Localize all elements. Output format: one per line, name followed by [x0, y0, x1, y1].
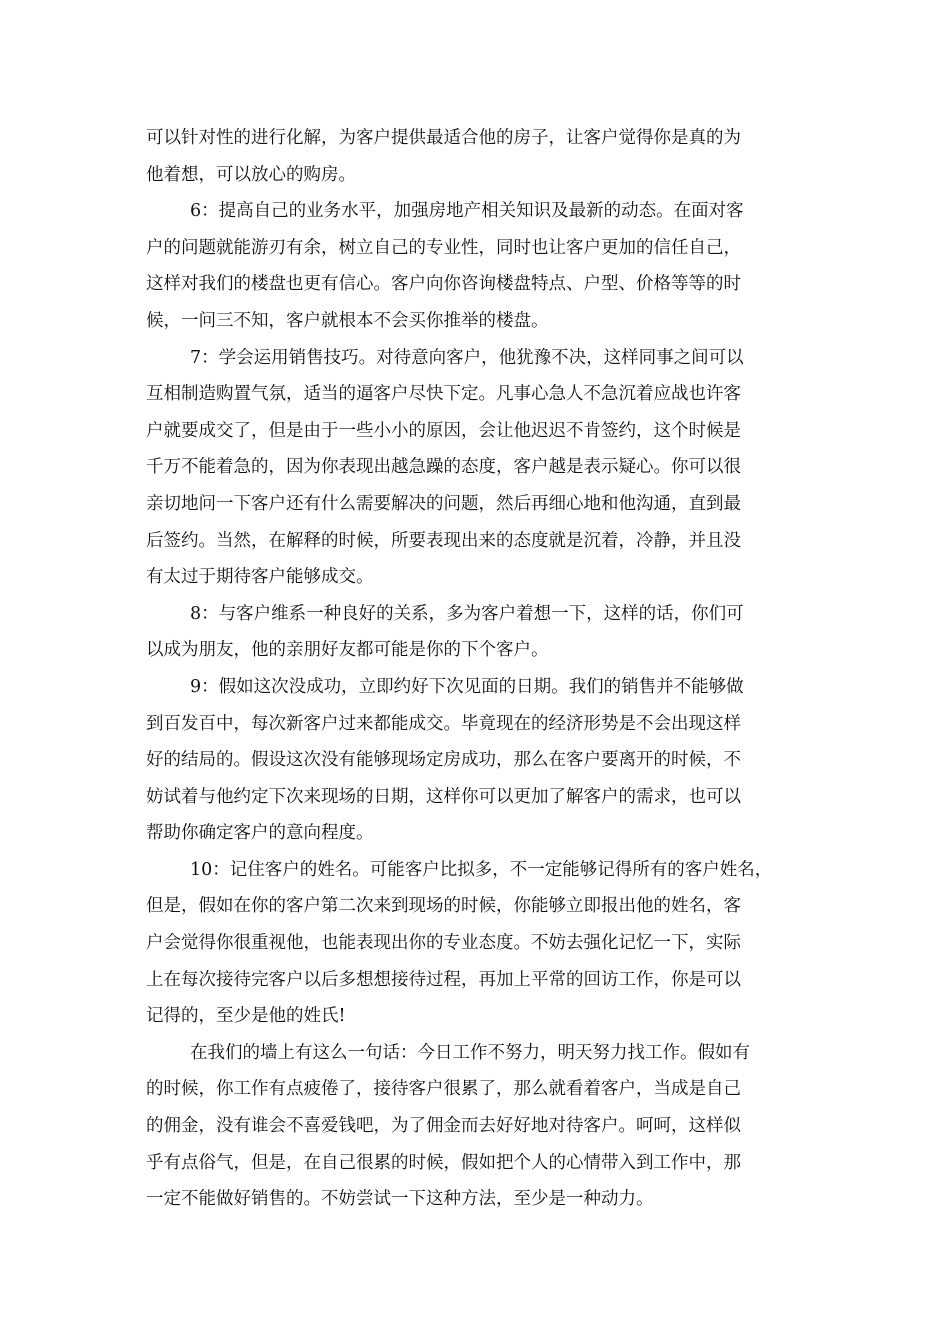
text-line: 以成为朋友，他的亲朋好友都可能是你的下个客户。 [146, 640, 549, 661]
paragraph-first-line: 在我们的墙上有这么一句话：今日工作不努力，明天努力找工作。假如有 [190, 1042, 750, 1063]
text-line: 互相制造购置气氛，适当的逼客户尽快下定。凡事心急人不急沉着应战也许客 [146, 384, 741, 405]
text-line: 上在每次接待完客户以后多想想接待过程，再加上平常的回访工作，你是可以 [146, 969, 741, 990]
text-line: 乎有点俗气，但是，在自己很累的时候，假如把个人的心情带入到工作中，那 [146, 1152, 741, 1173]
text-line: 的佣金，没有谁会不喜爱钱吧，为了佣金而去好好地对待客户。呵呵，这样似 [146, 1116, 741, 1137]
text-line: 的时候，你工作有点疲倦了，接待客户很累了，那么就看着客户，当成是自己 [146, 1079, 741, 1100]
paragraph-first-line: 7：学会运用销售技巧。对待意向客户，他犹豫不决，这样同事之间可以 [190, 347, 744, 368]
text-line: 有太过于期待客户能够成交。 [146, 567, 374, 588]
text-line: 千万不能着急的，因为你表现出越急躁的态度，客户越是表示疑心。你可以很 [146, 457, 741, 478]
text-line: 亲切地问一下客户还有什么需要解决的问题，然后再细心地和他沟通，直到最 [146, 493, 741, 514]
paragraph-first-line: 8：与客户维系一种良好的关系，多为客户着想一下，这样的话，你们可 [190, 603, 744, 624]
text-line: 到百发百中，每次新客户过来都能成交。毕竟现在的经济形势是不会出现这样 [146, 713, 741, 734]
text-line: 记得的，至少是他的姓氏! [146, 1006, 346, 1027]
text-line: 这样对我们的楼盘也更有信心。客户向你咨询楼盘特点、户型、价格等等的时 [146, 274, 741, 295]
text-line: 户会觉得你很重视他，也能表现出你的专业态度。不妨去强化记忆一下，实际 [146, 933, 741, 954]
text-line: 候，一问三不知，客户就根本不会买你推举的楼盘。 [146, 310, 549, 331]
text-line: 可以针对性的进行化解，为客户提供最适合他的房子，让客户觉得你是真的为 [146, 128, 741, 148]
text-line: 后签约。当然，在解释的时候，所要表现出来的态度就是沉着，冷静，并且没 [146, 530, 741, 551]
text-line: 好的结局的。假设这次没有能够现场定房成功，那么在客户要离开的时候，不 [146, 750, 741, 771]
text-line: 一定不能做好销售的。不妨尝试一下这种方法，至少是一种动力。 [146, 1189, 654, 1210]
document-body [146, 120, 816, 1218]
paragraph-first-line: 6：提高自己的业务水平，加强房地产相关知识及最新的动态。在面对客 [190, 201, 744, 222]
text-line: 户的问题就能游刃有余，树立自己的专业性，同时也让客户更加的信任自己， [146, 237, 741, 258]
paragraph-first-line: 9：假如这次没成功，立即约好下次见面的日期。我们的销售并不能够做 [190, 676, 744, 697]
text-line: 但是，假如在你的客户第二次来到现场的时候，你能够立即报出他的姓名，客 [146, 896, 741, 917]
text-line: 帮助你确定客户的意向程度。 [146, 823, 374, 844]
text-line: 他着想，可以放心的购房。 [146, 164, 356, 185]
paragraph-first-line: 10：记住客户的姓名。可能客户比拟多，不一定能够记得所有的客户姓名， [190, 859, 773, 880]
text-line: 妨试着与他约定下次来现场的日期，这样你可以更加了解客户的需求，也可以 [146, 786, 741, 807]
text-line: 户就要成交了，但是由于一些小小的原因，会让他迟迟不肯签约，这个时候是 [146, 420, 741, 441]
